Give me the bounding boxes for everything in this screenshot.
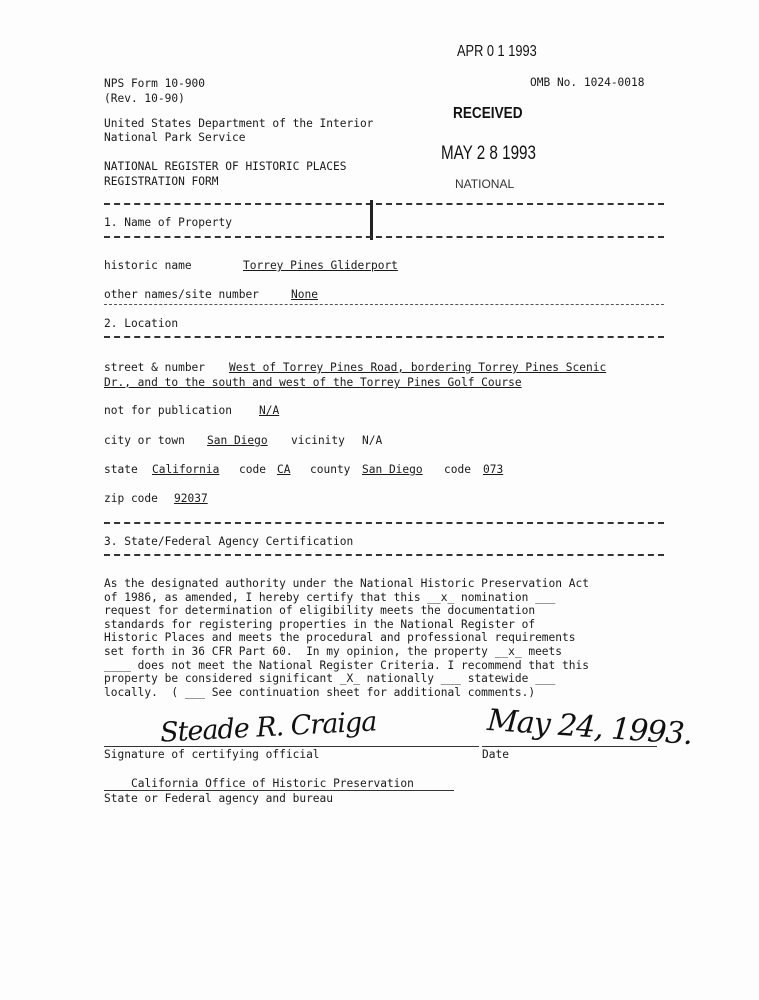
agency-label: State or Federal agency and bureau — [104, 792, 334, 805]
section-3-heading: 3. State/Federal Agency Certification — [104, 535, 354, 548]
handwritten-signature: Steade R. Craiga — [159, 706, 378, 749]
form-number: NPS Form 10-900 — [104, 77, 206, 90]
section-rule — [104, 336, 664, 338]
handwritten-date: May 24, 1993. — [486, 702, 694, 753]
signature-label: Signature of certifying official — [104, 748, 320, 761]
section-rule — [104, 203, 664, 205]
city-value: San Diego — [207, 434, 268, 447]
not-for-publication-value: N/A — [259, 404, 280, 417]
section-rule — [104, 554, 664, 556]
agency-line — [104, 790, 454, 791]
zip-code-value: 92037 — [174, 492, 208, 505]
date-stamp-may: MAY 2 8 1993 — [441, 143, 536, 164]
omb-number: OMB No. 1024-0018 — [530, 76, 645, 89]
date-line — [482, 746, 657, 747]
signature-line — [104, 746, 479, 747]
street-value-line-2: Dr., and to the south and west of the Torrey Pines Golf Course — [104, 376, 522, 389]
received-stamp: RECEIVED — [453, 105, 523, 122]
street-label: street & number — [104, 361, 206, 374]
agency-value: California Office of Historic Preservation — [131, 777, 414, 790]
form-title: REGISTRATION FORM — [104, 175, 219, 188]
section-1-heading: 1. Name of Property — [104, 216, 232, 229]
other-names-label: other names/site number — [104, 288, 259, 301]
not-for-publication-label: not for publication — [104, 404, 232, 417]
county-code-value: 073 — [483, 463, 504, 476]
county-code-label: code — [444, 463, 471, 476]
section-2-heading: 2. Location — [104, 317, 179, 330]
section-rule — [104, 522, 664, 524]
historic-name-value: Torrey Pines Gliderport — [243, 259, 398, 272]
state-label: state — [104, 463, 138, 476]
county-label: county — [310, 463, 351, 476]
vicinity-value: N/A — [362, 434, 383, 447]
county-value: San Diego — [362, 463, 423, 476]
date-stamp-apr: APR 0 1 1993 — [457, 43, 537, 60]
zip-code-label: zip code — [104, 492, 158, 505]
national-stamp: NATIONAL — [455, 177, 515, 191]
service-name: National Park Service — [104, 131, 246, 144]
historic-name-label: historic name — [104, 259, 192, 272]
department-name: United States Department of the Interior — [104, 117, 374, 130]
date-label: Date — [482, 748, 509, 761]
other-names-value: None — [291, 288, 318, 301]
register-title: NATIONAL REGISTER OF HISTORIC PLACES — [104, 160, 347, 173]
state-code-label: code — [239, 463, 266, 476]
city-label: city or town — [104, 434, 185, 447]
vicinity-label: vicinity — [291, 434, 345, 447]
section-rule — [104, 236, 664, 238]
section-rule — [104, 304, 664, 305]
certification-paragraph: As the designated authority under the National Historic Preservation Act of 1986, as amended, I hereby certify that this __x_ nomination ___ request for determination of eligibility meets the documentation standards for registering properties in the National Register of Historic Places and meets the procedural and professional requirements set forth in 36 CFR Part 60. In my opinion, the property __x_ meets ____ does not meet the National Register Criteria. I recommend that this property be considered significant _X_ nationally ___ statewide ___ locally. ( ___ See continuation sheet for additional comments.) — [104, 577, 589, 699]
form-revision: (Rev. 10-90) — [104, 92, 185, 105]
street-value-line-1: West of Torrey Pines Road, bordering Torrey Pines Scenic — [229, 361, 607, 374]
scan-smudge — [370, 200, 373, 240]
state-value: California — [152, 463, 220, 476]
state-code-value: CA — [277, 463, 291, 476]
